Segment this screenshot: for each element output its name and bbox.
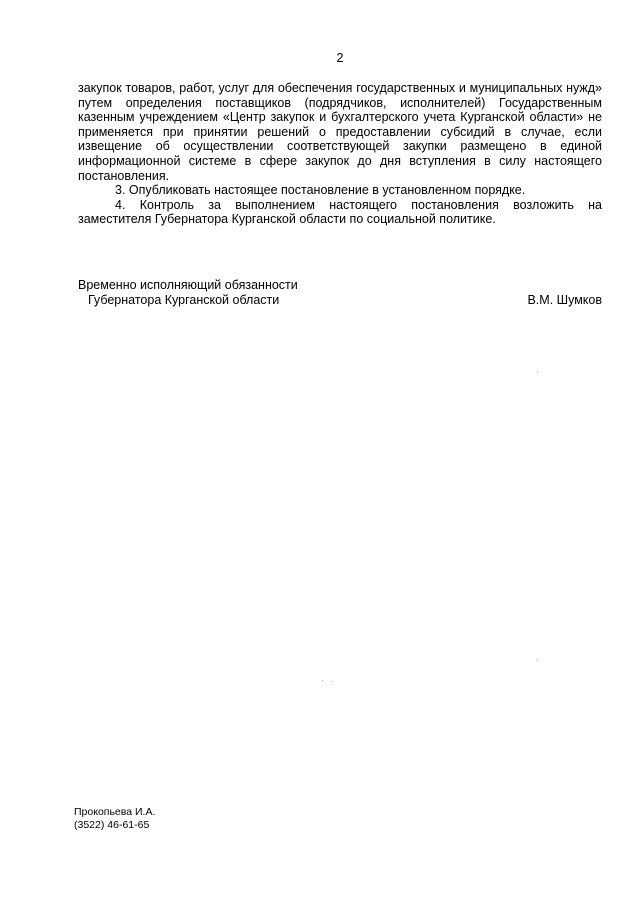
scan-speck bbox=[322, 680, 323, 681]
executor-phone: (3522) 46-61-65 bbox=[74, 819, 150, 831]
signatory-name: В.М. Шумков bbox=[527, 293, 602, 307]
scan-speck bbox=[536, 660, 537, 661]
scan-speck bbox=[331, 681, 332, 682]
signatory-title-line2: Губернатора Курганской области bbox=[88, 293, 280, 307]
scan-speck bbox=[537, 372, 538, 373]
executor-name: Прокопьева И.А. bbox=[74, 806, 156, 818]
executor-footer bbox=[74, 806, 155, 832]
signatory-title-line1: Временно исполняющий обязанности bbox=[78, 278, 298, 292]
page-number: 2 bbox=[336, 51, 344, 65]
paragraph-item-4: 4. Контроль за выполнением настоящего постановления возложить на заместителя Губернатора Курганской области по социальной политике. bbox=[78, 197, 602, 227]
paragraph-continuation: закупок товаров, работ, услуг для обеспечения государственных и муниципальных нужд» путем определения поставщиков (подрядчиков, исполнителей) Государственным казенным учреждением «Центр закупок и бухгалтерского учета Курганской области» не применяется при принятии решений о предоставлении субсидий в случае, если извещение об осуществлении соответствующей закупки размещено в единой информационной системе в сфере закупок до дня вступления в силу настоящего постановления. bbox=[78, 81, 602, 183]
document-body bbox=[78, 81, 602, 227]
signature-block bbox=[78, 278, 602, 308]
signature-row bbox=[78, 293, 602, 308]
paragraph-item-3: 3. Опубликовать настоящее постановление в установленном порядке. bbox=[115, 183, 526, 198]
